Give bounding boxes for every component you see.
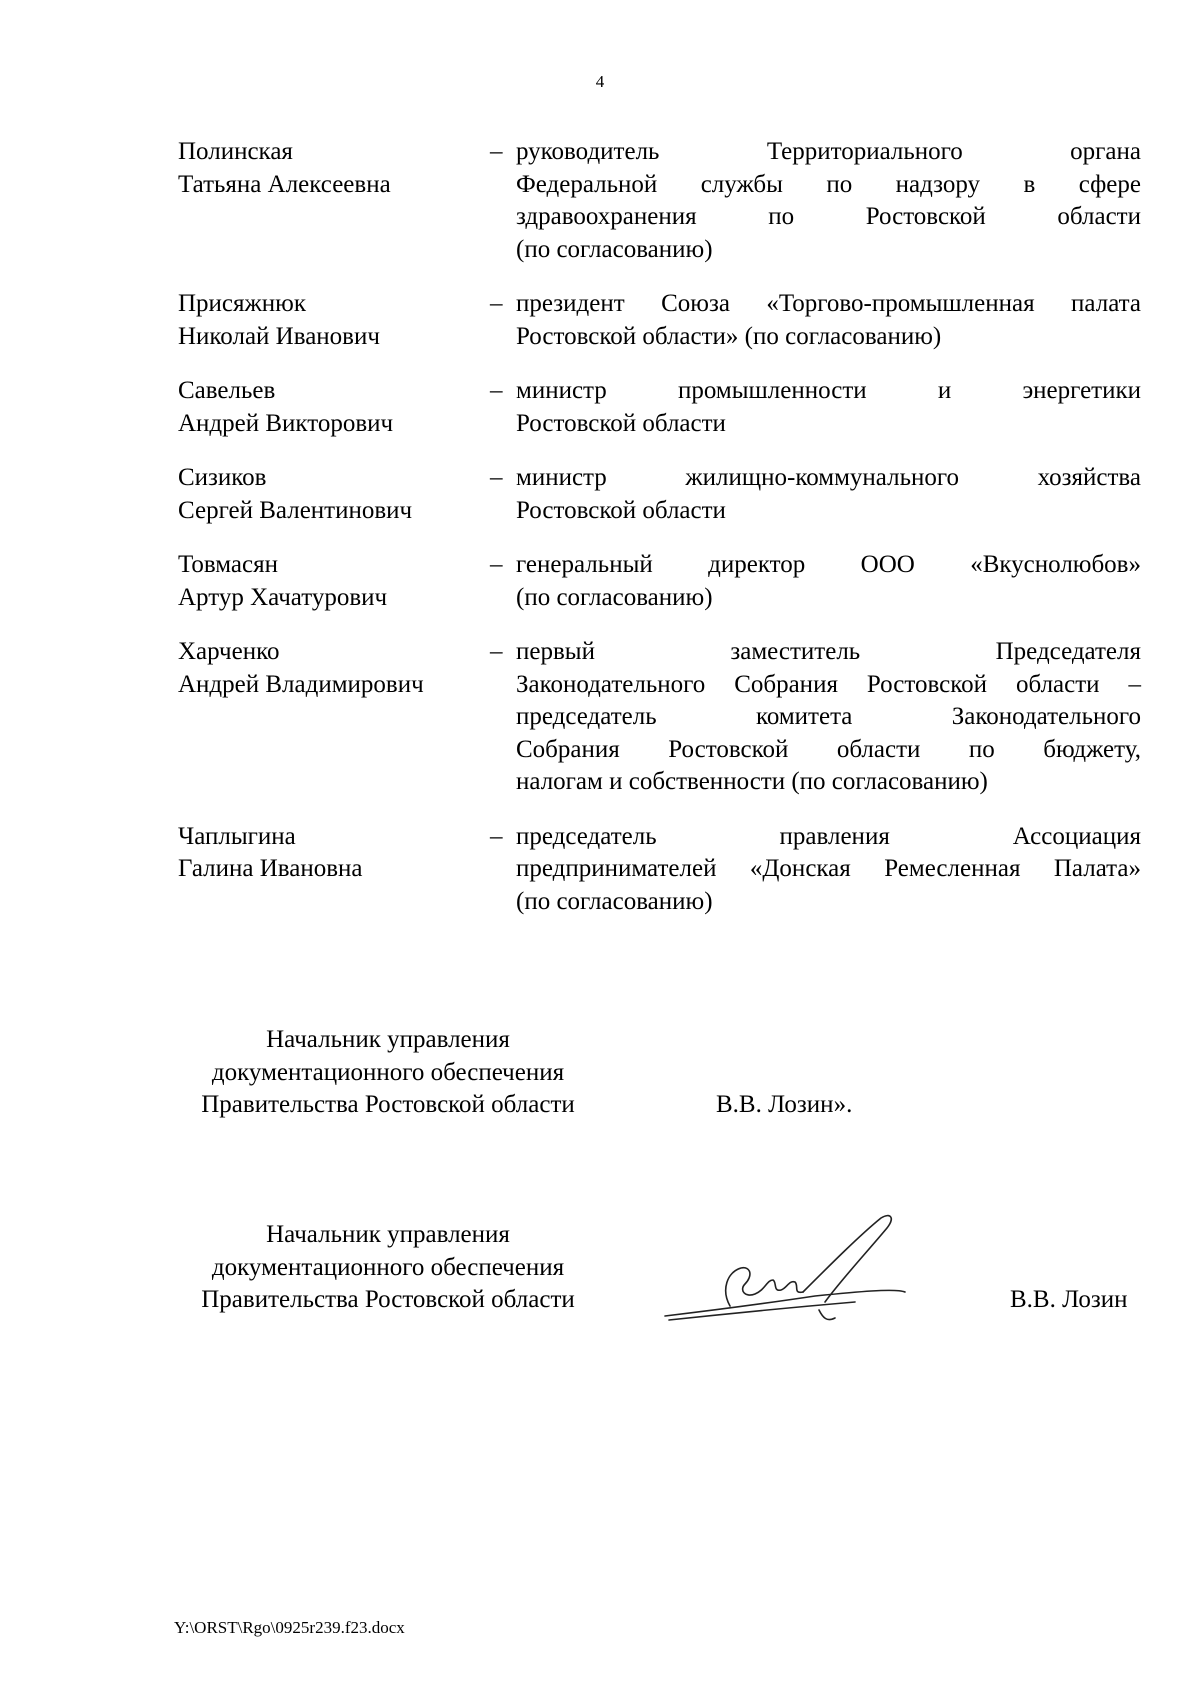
page-number: 4 bbox=[595, 72, 605, 91]
signatory-title-line: Начальник управления bbox=[266, 1221, 510, 1248]
position-line: налогам и собственности (по согласованию) bbox=[516, 768, 988, 795]
position-line: Собрания Ростовской области по бюджету, bbox=[516, 735, 1141, 763]
position-line: Ростовской области bbox=[516, 409, 726, 437]
member-entry bbox=[178, 288, 1141, 353]
member-given-names: Андрей Викторович bbox=[178, 409, 394, 437]
member-entry bbox=[178, 375, 1141, 440]
position-line: первый заместитель Председателя bbox=[516, 638, 1141, 665]
signatory-name: В.В. Лозин bbox=[1010, 1286, 1128, 1313]
member-position bbox=[516, 821, 1141, 919]
member-surname: Чаплыгина bbox=[178, 822, 296, 850]
signatory-name: В.В. Лозин». bbox=[716, 1091, 853, 1118]
signatory-title-line: Начальник управления bbox=[266, 1026, 510, 1053]
position-line: министр жилищно-коммунального хозяйства bbox=[516, 464, 1141, 491]
position-line: председатель комитета Законодательного bbox=[516, 703, 1141, 730]
position-line: здравоохранения по Ростовской области bbox=[516, 203, 1141, 230]
member-name bbox=[178, 549, 490, 614]
position-line: руководитель Территориального органа bbox=[516, 138, 1141, 165]
position-line: (по согласованию) bbox=[516, 235, 713, 263]
member-position bbox=[516, 462, 1141, 527]
member-entry bbox=[178, 549, 1141, 614]
position-line: председатель правления Ассоциация bbox=[516, 822, 1141, 850]
file-path-footer: Y:\ORST\Rgo\0925r239.f23.docx bbox=[174, 1618, 405, 1637]
member-given-names: Артур Хачатурович bbox=[178, 583, 388, 611]
member-name bbox=[178, 636, 490, 799]
member-position bbox=[516, 288, 1141, 353]
position-line: предпринимателей «Донская Ремесленная Палата» bbox=[516, 855, 1141, 882]
signatory-title bbox=[172, 1024, 604, 1122]
member-name bbox=[178, 821, 490, 919]
member-position bbox=[516, 375, 1141, 440]
position-line: Ростовской области» (по согласованию) bbox=[516, 322, 942, 350]
signatory-title-line: документационного обеспечения bbox=[211, 1253, 565, 1281]
member-entry bbox=[178, 462, 1141, 527]
member-given-names: Галина Ивановна bbox=[178, 855, 363, 882]
dash: – bbox=[490, 290, 503, 317]
member-name bbox=[178, 136, 490, 266]
member-position bbox=[516, 136, 1141, 266]
member-list bbox=[178, 136, 1141, 940]
position-line: (по согласованию) bbox=[516, 583, 713, 611]
member-surname: Савельев bbox=[178, 377, 276, 404]
position-line: Законодательного Собрания Ростовской области – bbox=[516, 670, 1141, 698]
signatory-title bbox=[172, 1219, 604, 1317]
signatory-title-line: документационного обеспечения bbox=[211, 1058, 565, 1086]
position-line: генеральный директор ООО «Вкуснолюбов» bbox=[516, 551, 1141, 578]
member-position bbox=[516, 549, 1141, 614]
signatory-title-line: Правительства Ростовской области bbox=[201, 1091, 575, 1118]
member-name bbox=[178, 462, 490, 527]
position-line: (по согласованию) bbox=[516, 887, 713, 915]
member-entry bbox=[178, 636, 1141, 799]
position-line: министр промышленности и энергетики bbox=[516, 377, 1141, 404]
member-surname: Сизиков bbox=[178, 464, 267, 491]
dash: – bbox=[490, 551, 503, 578]
dash: – bbox=[490, 822, 503, 850]
member-surname: Харченко bbox=[178, 638, 280, 665]
member-given-names: Николай Иванович bbox=[178, 322, 380, 350]
handwritten-signature bbox=[655, 1210, 955, 1330]
member-given-names: Татьяна Алексеевна bbox=[178, 170, 391, 198]
member-surname: Присяжнюк bbox=[178, 290, 307, 317]
position-line: Ростовской области bbox=[516, 496, 726, 524]
member-name bbox=[178, 288, 490, 353]
member-entry bbox=[178, 821, 1141, 919]
dash: – bbox=[490, 138, 503, 165]
dash: – bbox=[490, 377, 503, 404]
signatory-title-line: Правительства Ростовской области bbox=[201, 1286, 575, 1313]
member-given-names: Андрей Владимирович bbox=[178, 670, 424, 698]
member-surname: Товмасян bbox=[178, 551, 278, 578]
position-line: Федеральной службы по надзору в сфере bbox=[516, 170, 1141, 198]
member-entry bbox=[178, 136, 1141, 266]
member-given-names: Сергей Валентинович bbox=[178, 496, 413, 524]
member-surname: Полинская bbox=[178, 138, 293, 165]
member-name bbox=[178, 375, 490, 440]
dash: – bbox=[490, 638, 503, 665]
member-position bbox=[516, 636, 1141, 799]
position-line: президент Союза «Торгово-промышленная палата bbox=[516, 290, 1141, 317]
dash: – bbox=[490, 464, 503, 491]
